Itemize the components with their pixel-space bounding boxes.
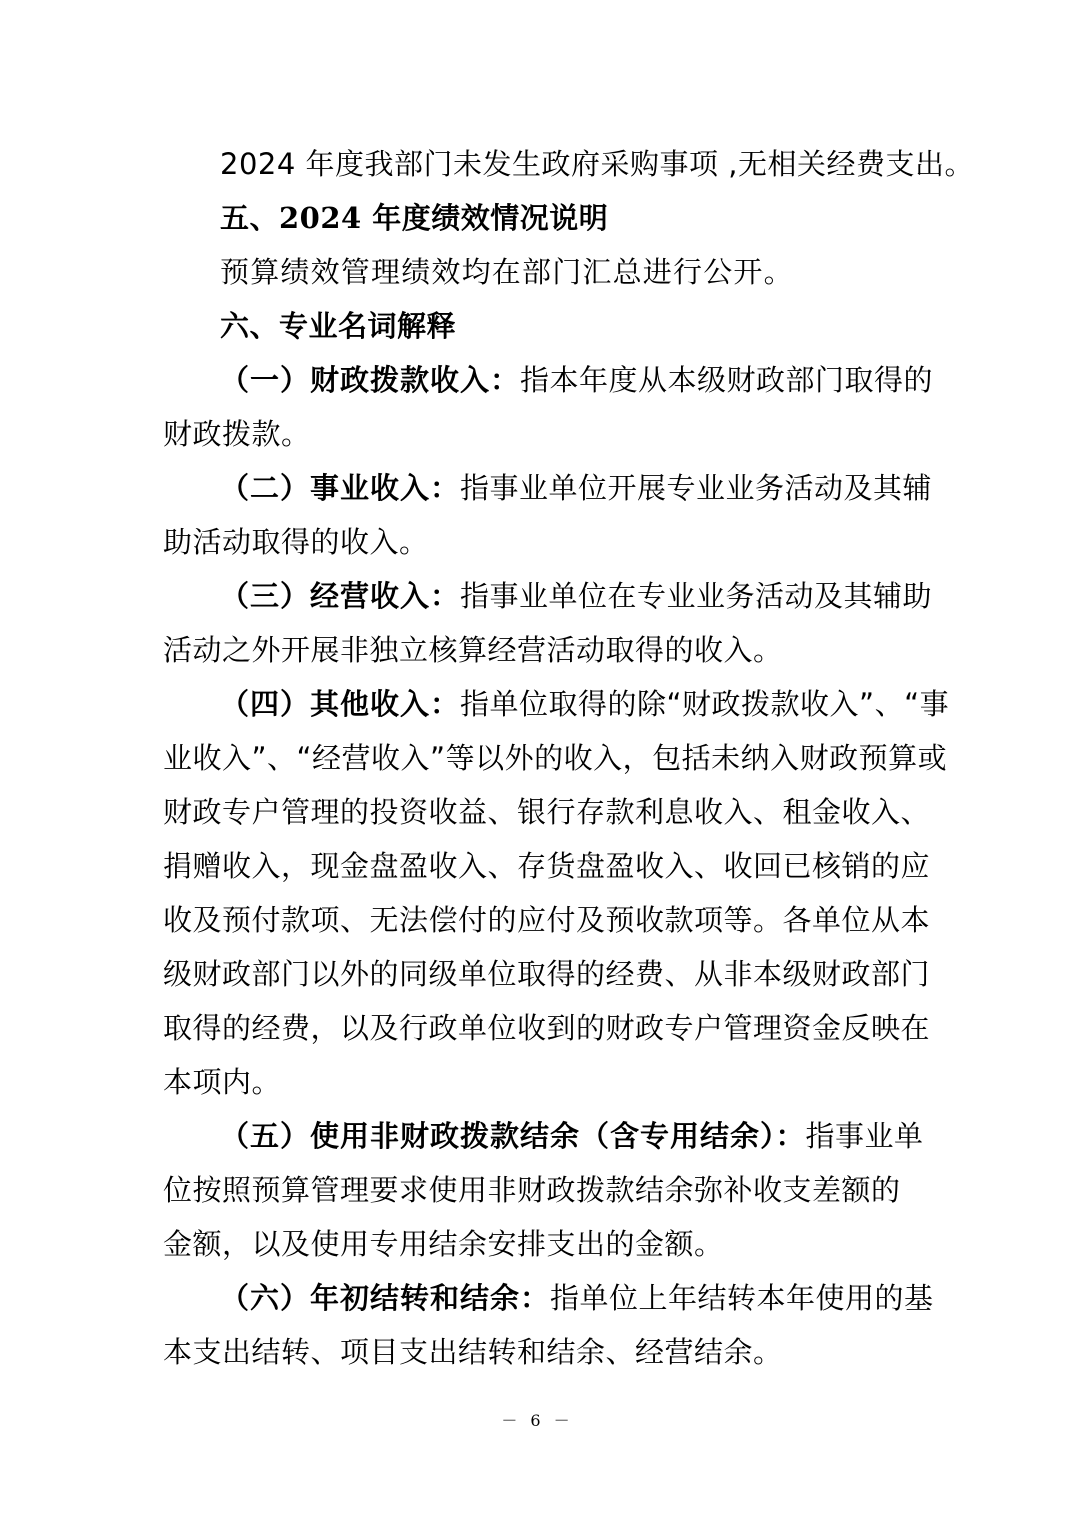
term-item-1 (220, 362, 933, 398)
text-line: 财政拨款。 (163, 417, 311, 451)
term-item-4 (220, 686, 949, 722)
page-number: － 6 － (501, 1411, 574, 1430)
term-item-2 (220, 470, 932, 506)
text-line: 捐赠收入，现金盘盈收入、存货盘盈收入、收回已核销的应 (163, 849, 931, 883)
text-line: 位按照预算管理要求使用非财政拨款结余弥补收支差额的 (163, 1173, 901, 1207)
text-line: 活动之外开展非独立核算经营活动取得的收入。 (163, 633, 783, 667)
term-definition: 指事业单位在专业业务活动及其辅助 (460, 579, 933, 613)
section-5-heading: 五、2024 年度绩效情况说明 (220, 201, 609, 235)
text-line: 财政专户管理的投资收益、银行存款利息收入、租金收入、 (163, 795, 931, 829)
term-label: （二）事业收入： (220, 471, 461, 505)
text-line: 助活动取得的收入。 (163, 525, 429, 559)
text-line: 业收入”、“经营收入”等以外的收入，包括未纳入财政预算或 (163, 741, 948, 775)
term-label: （一）财政拨款收入： (220, 363, 521, 397)
term-definition: 指事业单 (805, 1119, 924, 1153)
text-line: 取得的经费，以及行政单位收到的财政专户管理资金反映在 (163, 1011, 931, 1045)
section-5-body: 预算绩效管理绩效均在部门汇总进行公开。 (220, 255, 794, 289)
term-item-3 (220, 578, 932, 614)
text-line: 本支出结转、项目支出结转和结余、经营结余。 (163, 1335, 783, 1369)
paragraph-procurement: 2024 年度我部门未发生政府采购事项 ,无相关经费支出。 (220, 147, 974, 181)
section-6-heading: 六、专业名词解释 (220, 309, 457, 343)
text-line: 级财政部门以外的同级单位取得的经费、从非本级财政部门 (163, 957, 931, 991)
term-label: （四）其他收入： (220, 687, 461, 721)
term-label: （三）经营收入： (220, 579, 461, 613)
text-line: 收及预付款项、无法偿付的应付及预收款项等。各单位从本 (163, 903, 931, 937)
term-label: （五）使用非财政拨款结余（含专用结余）： (220, 1119, 806, 1153)
term-definition: 指单位上年结转本年使用的基 (550, 1281, 934, 1315)
text-line: 金额，以及使用专用结余安排支出的金额。 (163, 1227, 724, 1261)
term-definition: 指本年度从本级财政部门取得的 (520, 363, 934, 397)
text-line: 本项内。 (163, 1065, 282, 1099)
term-item-5 (220, 1118, 924, 1154)
term-label: （六）年初结转和结余： (220, 1281, 551, 1315)
term-item-6 (220, 1280, 934, 1316)
term-definition: 指单位取得的除“财政拨款收入”、“事 (460, 687, 950, 721)
term-definition: 指事业单位开展专业业务活动及其辅 (460, 471, 933, 505)
